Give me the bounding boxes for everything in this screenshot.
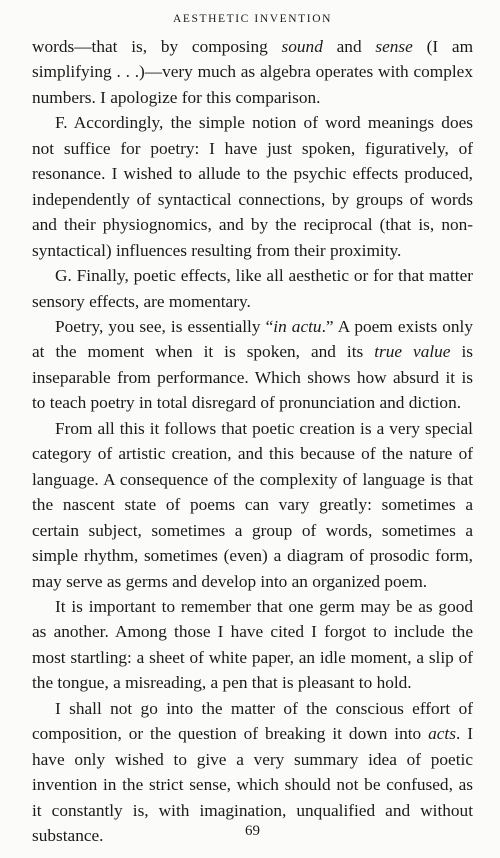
italic-term-sense: sense	[375, 37, 413, 56]
italic-term-acts: acts	[428, 724, 456, 744]
italic-term-true-value: true value	[374, 342, 451, 362]
paragraph-f: F. Accordingly, the simple notion of word meanings does not suffice for poetry: I have just spoken, figuratively, of resonance. I wished to allude to the psychic effects produced, independently of syntactical connections, by groups of words and their physiognomics, and by the reciprocal (that is, non-syntactical) influences resulting from their proximity.	[32, 113, 473, 260]
paragraph-continuation	[32, 34, 473, 110]
italic-term-sound: sound	[281, 37, 323, 56]
text-run: I shall not go into the matter of the conscious effort of composition, or the question of breaking it down into	[32, 698, 473, 744]
page-number: 69	[245, 823, 260, 839]
text-run: Poetry, you see, is essentially “	[55, 316, 274, 336]
running-head: AESTHETIC INVENTION	[172, 13, 333, 25]
text-run: . I have only wished to give a very summary idea of poetic invention in the strict sense, which should not be confused, as it constantly is, with imagination, unqualified and without substance.	[32, 724, 473, 846]
text-run: words—that is, by composing	[32, 37, 282, 56]
italic-term-in-actu: in actu	[273, 316, 322, 336]
body-text	[32, 34, 473, 849]
text-run: (I am simplifying . . .)—very much as algebra operates with complex numbers. I apologize for this comparison.	[32, 37, 474, 107]
text-run: .” A poem exists only at the moment when it is spoken, and its	[32, 316, 473, 362]
book-page	[32, 0, 473, 858]
paragraph-g: G. Finally, poetic effects, like all aesthetic or for that matter sensory effects, are momentary.	[32, 266, 473, 311]
paragraph-poetic-creation: From all this it follows that poetic creation is a very special category of artistic creation, and this because of the nature of language. A consequence of the complexity of language is that the nascent state of poems can vary greatly: sometimes a certain subject, sometimes a group of words, sometimes a simple rhythm, sometimes (even) a diagram of prosodic form, may serve as germs and develop into an organized poem.	[32, 418, 473, 591]
paragraph-germ: It is important to remember that one germ may be as good as another. Among those I have cited I forgot to include the most startling: a sheet of white paper, an idle moment, a slip of the tongue, a misreading, a pen that is pleasant to hold.	[32, 596, 473, 693]
text-run: and	[322, 37, 376, 56]
text-run: is inseparable from performance. Which shows how absurd it is to teach poetry in total disregard of pronunciation and diction.	[32, 342, 473, 413]
paragraph-poetry	[32, 314, 473, 416]
